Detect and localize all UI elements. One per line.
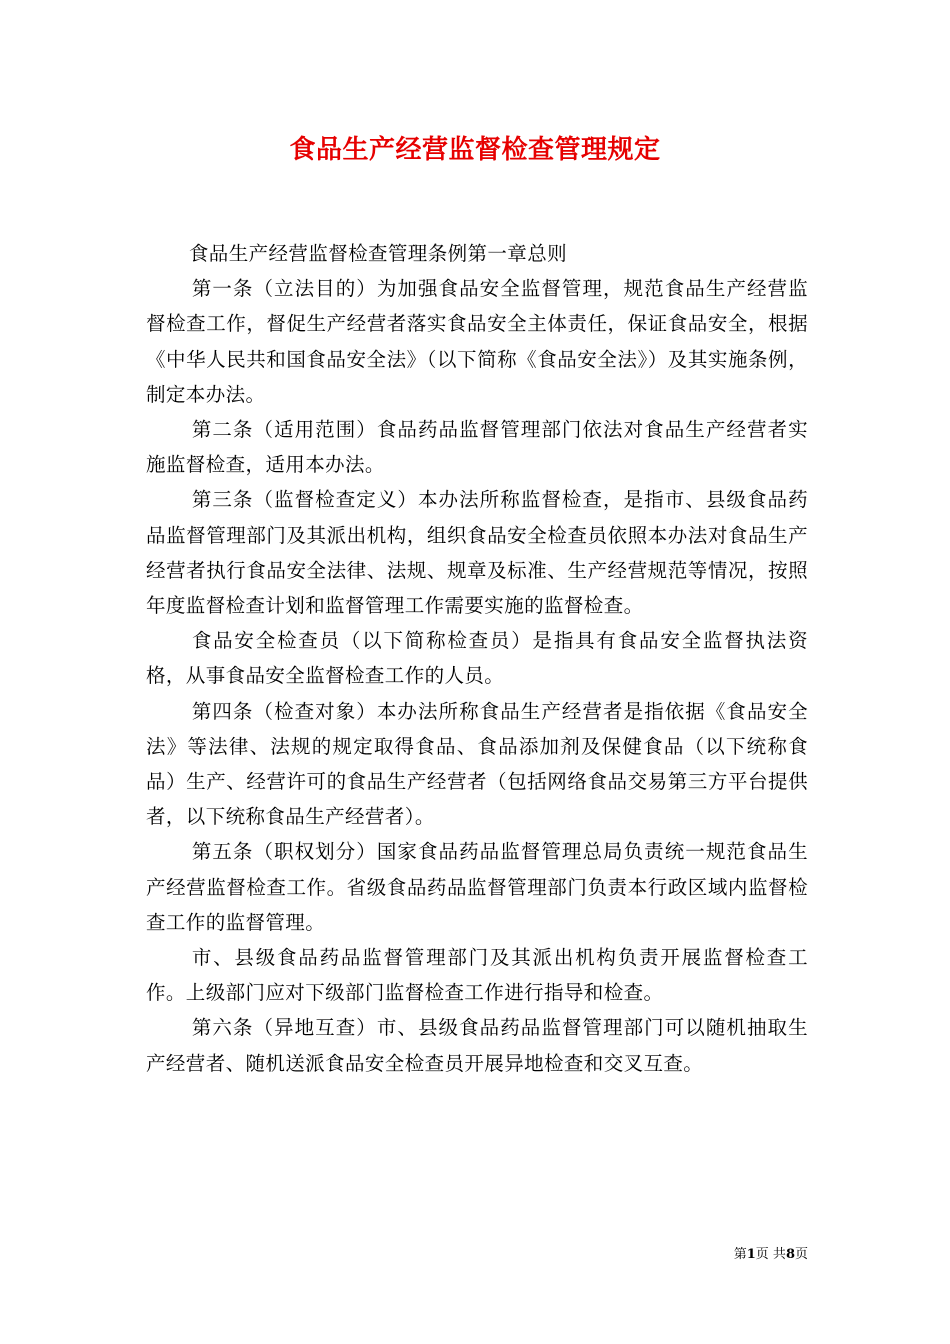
page-suffix: 页 — [794, 1247, 808, 1262]
local-authority-paragraph: 市、县级食品药品监督管理部门及其派出机构负责开展监督检查工作。上级部门应对下级部门监督检查工作进行指导和检查。 — [146, 946, 808, 1005]
article-3-paragraph: 第三条（监督检查定义）本办法所称监督检查，是指市、县级食品药品监督管理部门及其派出机构，组织食品安全检查员依照本办法对食品生产经营者执行食品安全法律、法规、规章及标准、生产经营规范等情况，按照年度监督检查计划和监督管理工作需要实施的监督检查。 — [146, 488, 808, 618]
total-pages: 8 — [785, 1247, 795, 1262]
document-title: 食品生产经营监督检查管理规定 — [289, 135, 661, 165]
document-body — [146, 236, 808, 1081]
current-page: 1 — [746, 1247, 756, 1262]
inspector-definition-paragraph: 食品安全检查员（以下简称检查员）是指具有食品安全监督执法资格，从事食品安全监督检查工作的人员。 — [146, 629, 808, 688]
page-middle: 页 共 — [755, 1247, 786, 1262]
article-1-paragraph: 第一条（立法目的）为加强食品安全监督管理，规范食品生产经营监督检查工作，督促生产经营者落实食品安全主体责任，保证食品安全，根据《中华人民共和国食品安全法》（以下简称《食品安全法》）及其实施条例，制定本办法。 — [146, 277, 808, 406]
article-5-paragraph: 第五条（职权划分）国家食品药品监督管理总局负责统一规范食品生产经营监督检查工作。省级食品药品监督管理部门负责本行政区域内监督检查工作的监督管理。 — [146, 840, 808, 934]
page-prefix: 第 — [733, 1247, 747, 1262]
document-subtitle: 食品生产经营监督检查管理条例第一章总则 — [188, 242, 567, 265]
page-number — [660, 1246, 808, 1264]
article-6-paragraph: 第六条（异地互查）市、县级食品药品监督管理部门可以随机抽取生产经营者、随机送派食品安全检查员开展异地检查和交叉互查。 — [146, 1016, 808, 1075]
article-4-paragraph: 第四条（检查对象）本办法所称食品生产经营者是指依据《食品安全法》等法律、法规的规定取得食品、食品添加剂及保健食品（以下统称食品）生产、经营许可的食品生产经营者（包括网络食品交易第三方平台提供者，以下统称食品生产经营者）。 — [146, 699, 808, 829]
article-2-paragraph: 第二条（适用范围）食品药品监督管理部门依法对食品生产经营者实施监督检查，适用本办法。 — [146, 418, 808, 477]
